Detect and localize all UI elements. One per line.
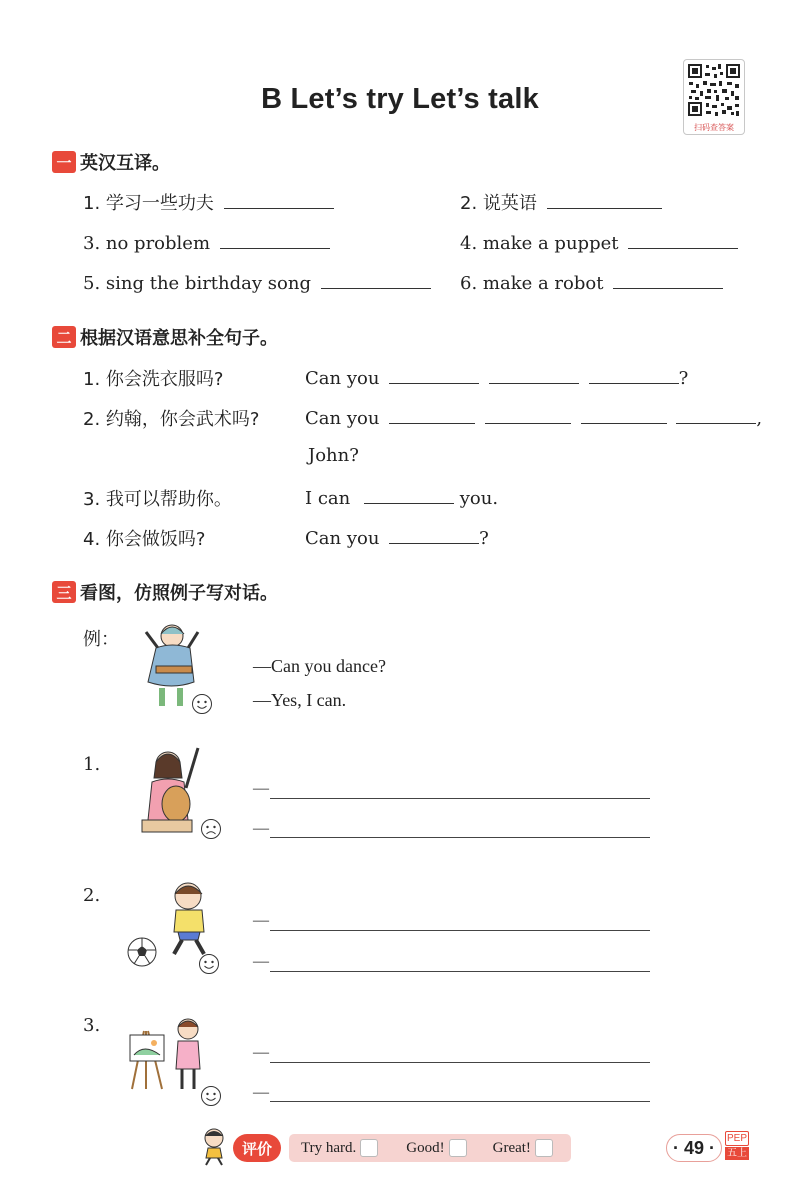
- s1-item-2-label: 2. 说英语: [460, 193, 537, 214]
- edition-badge: [725, 1131, 749, 1160]
- s2-item-1-prefix: Can you: [305, 368, 380, 389]
- edition-label: PEP: [726, 1133, 747, 1144]
- page-title: B Let’s try Let’s talk: [261, 83, 539, 115]
- s1-item-6-blank[interactable]: [613, 270, 723, 289]
- section-1-number: 一: [52, 151, 76, 173]
- section-1-title: 英汉互译。: [80, 153, 170, 174]
- s2-item-1-en: [305, 365, 688, 389]
- mascot-icon: [198, 1126, 232, 1166]
- s3-item-1-line-2[interactable]: [270, 837, 650, 838]
- s2-item-3-cn: 3. 我可以帮助你。: [83, 489, 232, 510]
- s1-item-3-blank[interactable]: [220, 230, 330, 249]
- s2-item-1-blank-2[interactable]: [489, 365, 579, 384]
- s2-item-2-blank-4[interactable]: [676, 405, 756, 424]
- section-2-number: 二: [52, 326, 76, 348]
- smiley-happy-icon: [191, 693, 213, 715]
- s2-item-4-prefix: Can you: [305, 528, 380, 549]
- section-1-heading: [52, 150, 170, 174]
- s1-item-4-label: 4. make a puppet: [460, 233, 619, 254]
- s3-item-1-dash-2: —: [253, 820, 269, 837]
- s2-item-4-end: ?: [479, 528, 489, 549]
- eval-option-good-label: Good!: [406, 1139, 445, 1156]
- eval-checkbox-great[interactable]: [535, 1139, 553, 1157]
- s2-item-4-en: [305, 525, 489, 549]
- qr-caption: 扫码查答案: [694, 123, 734, 132]
- s2-item-2-blank-1[interactable]: [389, 405, 475, 424]
- s1-item-6: [460, 270, 723, 294]
- s2-item-2-blank-2[interactable]: [485, 405, 571, 424]
- page-number: · 49 ·: [666, 1134, 722, 1162]
- s3-item-2-number: 2.: [83, 885, 101, 906]
- section-2-heading: [52, 325, 278, 349]
- s3-item-3-dash-2: —: [253, 1084, 269, 1101]
- s3-item-1-dash-1: —: [253, 780, 269, 797]
- s3-item-2-line-1[interactable]: [270, 930, 650, 931]
- s2-item-1-cn: 1. 你会洗衣服吗?: [83, 369, 224, 390]
- s2-item-1-blank-3[interactable]: [589, 365, 679, 384]
- s3-item-3-dash-1: —: [253, 1044, 269, 1061]
- s1-item-5-label: 5. sing the birthday song: [83, 273, 311, 294]
- s2-item-3-blank[interactable]: [364, 485, 454, 504]
- s1-item-2: [460, 189, 662, 215]
- s3-item-1-line-1[interactable]: [270, 798, 650, 799]
- s2-item-4-blank[interactable]: [389, 525, 479, 544]
- s3-item-2-dash-2: —: [253, 953, 269, 970]
- s2-item-2-cn: 2. 约翰，你会武术吗?: [83, 409, 260, 430]
- section-3-heading: [52, 580, 278, 604]
- s3-item-3-line-2[interactable]: [270, 1101, 650, 1102]
- s2-item-2-blank-3[interactable]: [581, 405, 667, 424]
- s1-item-5-blank[interactable]: [321, 270, 431, 289]
- s2-item-3-en: [305, 485, 498, 509]
- s2-item-2-prefix: Can you: [305, 408, 380, 429]
- s3-item-2-dash-1: —: [253, 912, 269, 929]
- s2-item-2-cont: John?: [308, 445, 359, 466]
- s1-item-4-blank[interactable]: [628, 230, 738, 249]
- s1-item-3-label: 3. no problem: [83, 233, 211, 254]
- s2-item-4-cn: 4. 你会做饭吗?: [83, 529, 206, 550]
- eval-option-great[interactable]: [493, 1139, 553, 1157]
- example-label: 例：: [83, 629, 119, 650]
- s1-item-4: [460, 230, 738, 254]
- s3-item-2-line-2[interactable]: [270, 971, 650, 972]
- evaluation-bar: [289, 1134, 571, 1162]
- s2-item-1-end: ?: [678, 368, 689, 389]
- s1-item-2-blank[interactable]: [547, 190, 662, 209]
- smiley-happy-icon: [200, 1085, 222, 1107]
- s1-item-1-blank[interactable]: [224, 190, 334, 209]
- eval-checkbox-good[interactable]: [449, 1139, 467, 1157]
- evaluation-label: 评价: [233, 1134, 281, 1162]
- s3-item-3-number: 3.: [83, 1015, 101, 1036]
- eval-option-try-hard[interactable]: [301, 1139, 378, 1157]
- s1-item-1: [83, 189, 334, 215]
- smiley-happy-icon: [198, 953, 220, 975]
- s3-item-1-number: 1.: [83, 754, 101, 775]
- example-answer: —Yes, I can.: [253, 690, 347, 710]
- s1-item-1-label: 1. 学习一些功夫: [83, 193, 214, 214]
- eval-option-great-label: Great!: [492, 1139, 531, 1156]
- s1-item-3: [83, 230, 330, 254]
- eval-option-try-hard-label: Try hard.: [301, 1139, 357, 1156]
- boy-playing-football-illustration: [160, 878, 220, 960]
- s2-item-2-en: [305, 405, 762, 429]
- s2-item-2-end: ,: [756, 408, 763, 429]
- s2-item-1-blank-1[interactable]: [389, 365, 479, 384]
- section-2-title: 根据汉语意思补全句子。: [80, 328, 278, 349]
- section-3-title: 看图，仿照例子写对话。: [80, 583, 278, 604]
- eval-checkbox-try-hard[interactable]: [360, 1139, 378, 1157]
- s1-item-5: [83, 270, 431, 294]
- s1-item-6-label: 6. make a robot: [460, 273, 604, 294]
- example-question: —Can you dance?: [253, 656, 386, 676]
- smiley-sad-icon: [200, 818, 222, 840]
- eval-option-good[interactable]: [406, 1139, 466, 1157]
- s2-item-3-prefix: I can: [305, 488, 351, 509]
- section-3-number: 三: [52, 581, 76, 603]
- grade-label: 五上: [727, 1148, 747, 1159]
- s2-item-3-end: you.: [459, 488, 499, 509]
- qr-code[interactable]: [683, 59, 745, 135]
- qr-pattern-icon: [687, 63, 741, 117]
- s3-item-3-line-1[interactable]: [270, 1062, 650, 1063]
